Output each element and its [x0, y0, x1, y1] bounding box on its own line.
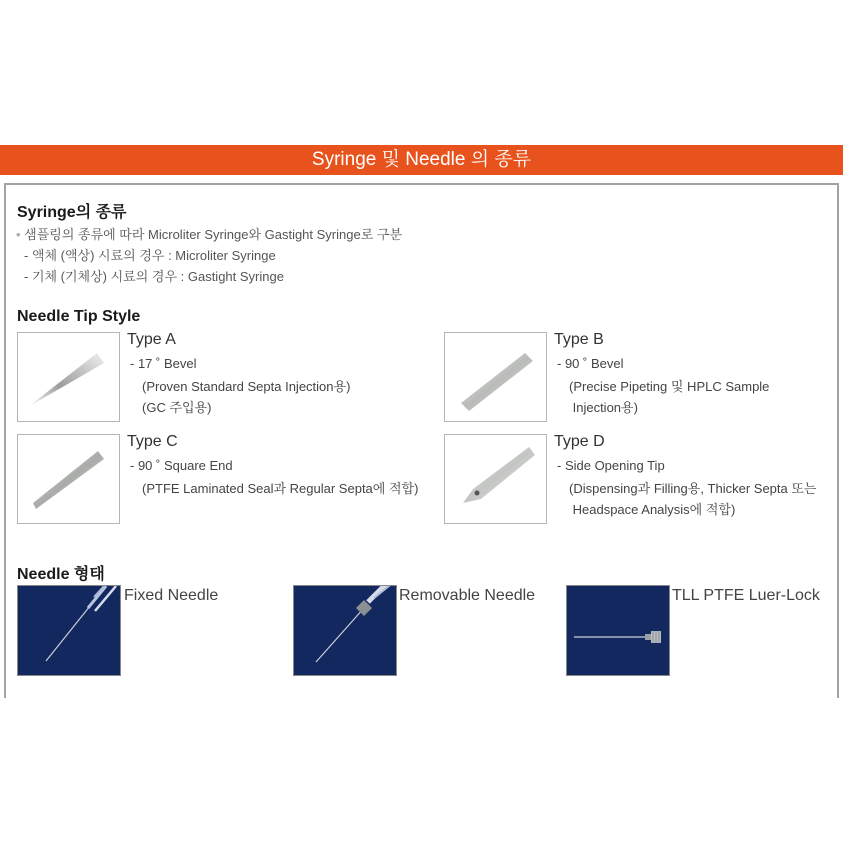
removable-needle-label: Removable Needle: [399, 587, 536, 604]
luer-lock-needle-icon: [567, 586, 669, 675]
bullet-icon: •: [16, 227, 25, 242]
syringe-types-heading: Syringe의 종류: [17, 204, 127, 221]
type-d-line: - Side Opening Tip: [557, 458, 665, 473]
bevel-17-needle-tip-icon: [18, 333, 119, 421]
tip-style-heading: Needle Tip Style: [17, 308, 141, 325]
needle-forms-heading: Needle 형태: [17, 566, 105, 583]
type-c-image: [17, 434, 120, 524]
banner-title: Syringe 및 Needle 의 종류: [311, 149, 532, 170]
fixed-needle-icon: [18, 586, 120, 675]
type-a-title: Type A: [127, 331, 176, 348]
type-a-line: (GC 주입용): [142, 400, 212, 415]
type-b-title: Type B: [554, 331, 604, 348]
syringe-types-bullet: [16, 224, 402, 243]
syringe-sub-item: - 기체 (기체상) 시료의 경우 : Gastight Syringe: [24, 269, 284, 284]
square-end-needle-tip-icon: [18, 435, 119, 523]
type-d-line: (Dispensing과 Filling용, Thicker Septa 또는: [569, 481, 817, 496]
type-a-line: (Proven Standard Septa Injection용): [142, 379, 351, 394]
fixed-needle-image: [17, 585, 121, 676]
type-d-image: [444, 434, 547, 524]
fixed-needle-label: Fixed Needle: [124, 587, 219, 604]
type-b-line: Injection용): [569, 400, 638, 415]
type-a-image: [17, 332, 120, 422]
side-opening-needle-tip-icon: [445, 435, 546, 523]
luer-lock-needle-image: [566, 585, 670, 676]
type-c-line: (PTFE Laminated Seal과 Regular Septa에 적합): [142, 481, 419, 496]
type-b-line: - 90 ˚ Bevel: [557, 356, 624, 371]
removable-needle-icon: [294, 586, 396, 675]
removable-needle-image: [293, 585, 397, 676]
syringe-sub-item: - 액체 (액상) 시료의 경우 : Microliter Syringe: [24, 248, 276, 263]
type-b-line: (Precise Pipeting 및 HPLC Sample: [569, 379, 770, 394]
type-b-image: [444, 332, 547, 422]
type-c-title: Type C: [127, 433, 178, 450]
page-banner: [0, 145, 843, 175]
type-a-line: - 17 ˚ Bevel: [130, 356, 197, 371]
bevel-90-needle-tip-icon: [445, 333, 546, 421]
luer-lock-needle-label: TLL PTFE Luer-Lock: [672, 587, 820, 604]
bullet-text: 샘플링의 종류에 따라 Microliter Syringe와 Gastight Syringe로 구분: [24, 227, 403, 242]
type-d-title: Type D: [554, 433, 605, 450]
type-c-line: - 90 ˚ Square End: [130, 458, 233, 473]
type-d-line: Headspace Analysis에 적합): [569, 502, 736, 517]
